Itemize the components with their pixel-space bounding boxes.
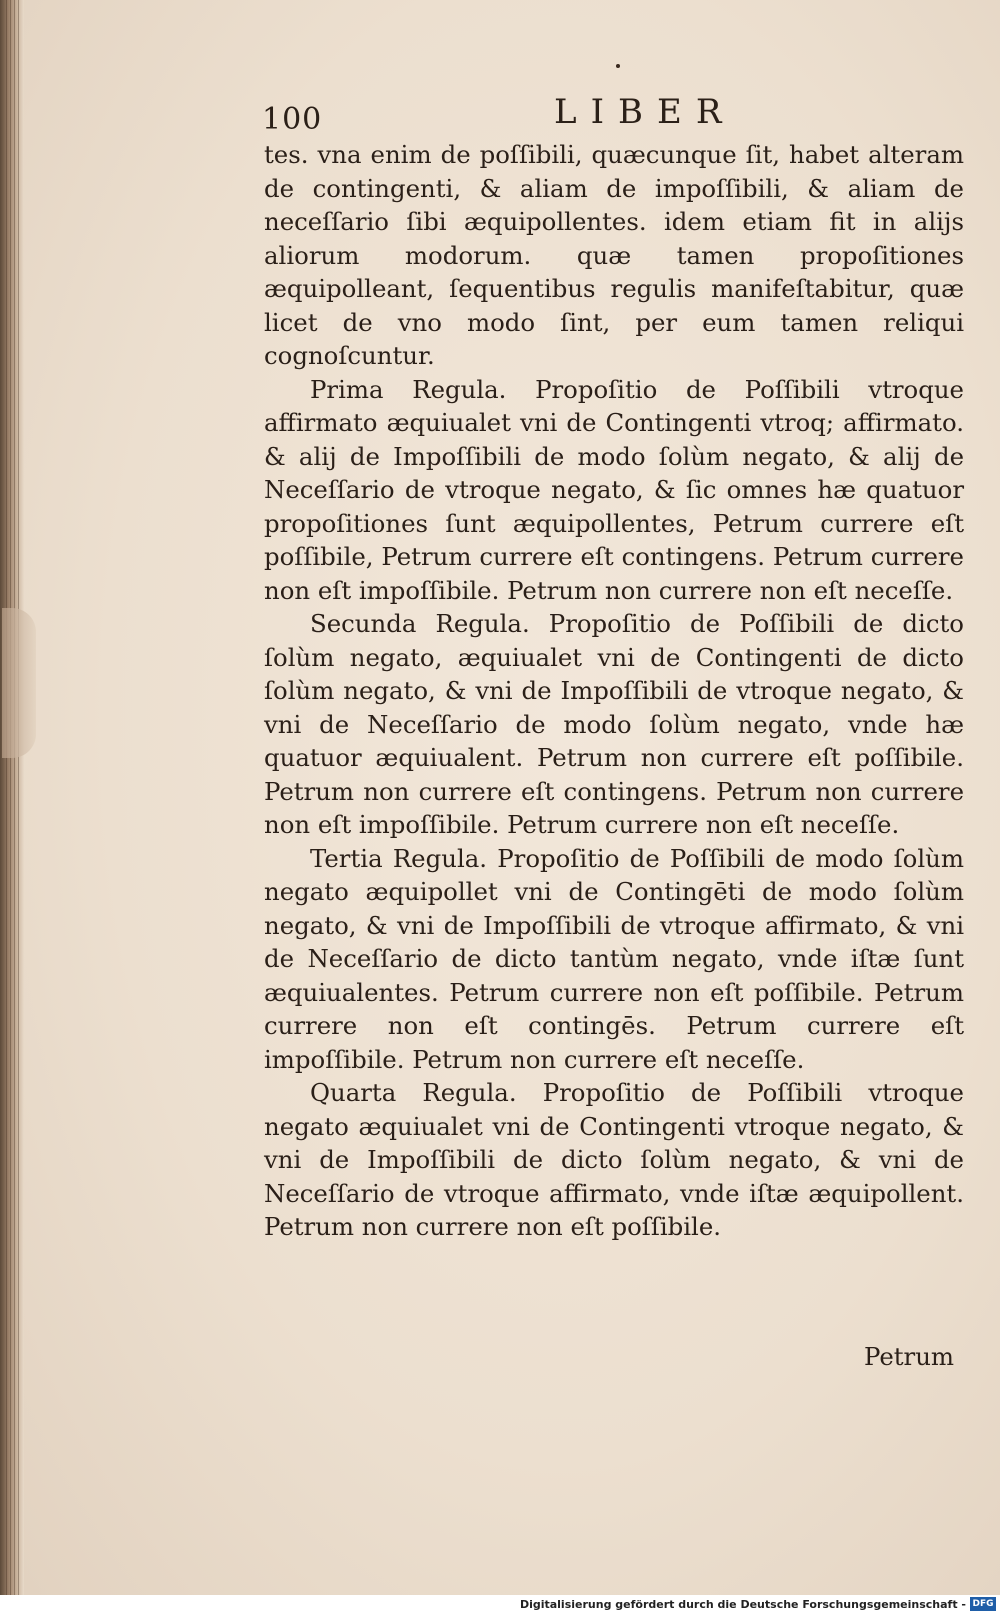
catchword: Petrum — [864, 1342, 955, 1371]
paragraph-continuation: tes. vna enim de poſſibili, quæcunque ſit, habet alteram de contingenti, & aliam de impoſſibili, & aliam de neceſſario ſibi æquipollentes. idem etiam fit in alijs aliorum modorum. quæ tamen propoſitiones æquipolleant, ſequentibus regulis manifeſtabitur, quæ licet de vno modo ſint, per eum tamen reliqui cognoſcuntur. — [264, 140, 964, 370]
paragraph-tertia-regula: Tertia Regula. Propoſitio de Poſſibili de modo ſolùm negato æquipollet vni de Contingēti de modo ſolùm negato, & vni de Impoſſibili de vtroque affirmato, & vni de Neceſſario de dicto tantùm negato, vnde iſtæ ſunt æquiualentes. Petrum currere non eſt poſſibile. Petrum currere non eſt contingēs. Petrum currere eſt impoſſibile. Petrum non currere eſt neceſſe. — [264, 843, 964, 1074]
paragraph-quarta-regula: Quarta Regula. Propoſitio de Poſſibili vtroque negato æquiualet vni de Contingenti vtroque negato, & vni de Impoſſibili de dicto ſolùm negato, & vni de Neceſſario de vtroque affirmato, vnde iſtæ æquipollent. Petrum non currere non eſt poſſibile. — [264, 1078, 964, 1241]
body-text — [264, 138, 964, 1244]
page-header — [24, 92, 1000, 142]
page-surface — [24, 0, 1000, 1595]
page-number: 100 — [262, 102, 323, 137]
paragraph-secunda-regula: Secunda Regula. Propoſitio de Poſſibili de dicto ſolùm negato, æquiualet vni de Contingenti de dicto ſolùm negato, & vni de Impoſſibili de vtroque negato, & vni de Neceſſario de modo ſolùm negato, vnde hæ quatuor æquiualent. Petrum non currere eſt poſſibile. Petrum non currere eſt contingens. Petrum non currere non eſt impoſſibile. Petrum currere non eſt neceſſe. — [264, 609, 964, 839]
paper-tab — [2, 608, 36, 758]
running-head: LIBER — [554, 92, 736, 132]
dfg-logo: DFG — [970, 1597, 996, 1611]
ink-dot — [616, 64, 620, 68]
digitization-credit: Digitalisierung gefördert durch die Deutsche Forschungsgemeinschaft - — [519, 1598, 966, 1611]
book-spine — [0, 0, 24, 1595]
page-edges — [6, 0, 20, 1595]
paragraph-prima-regula: Prima Regula. Propoſitio de Poſſibili vtroque affirmato æquiualet vni de Contingenti vtroq; affirmato. & alij de Impoſſibili de modo ſolùm negato, & alij de Neceſſario de vtroque negato, & ſic omnes hæ quatuor propoſitiones ſunt æquipollentes, Petrum currere eſt poſſibile, Petrum currere eſt contingens. Petrum currere non eſt impoſſibile. Petrum non currere non eſt neceſſe. — [264, 374, 964, 605]
